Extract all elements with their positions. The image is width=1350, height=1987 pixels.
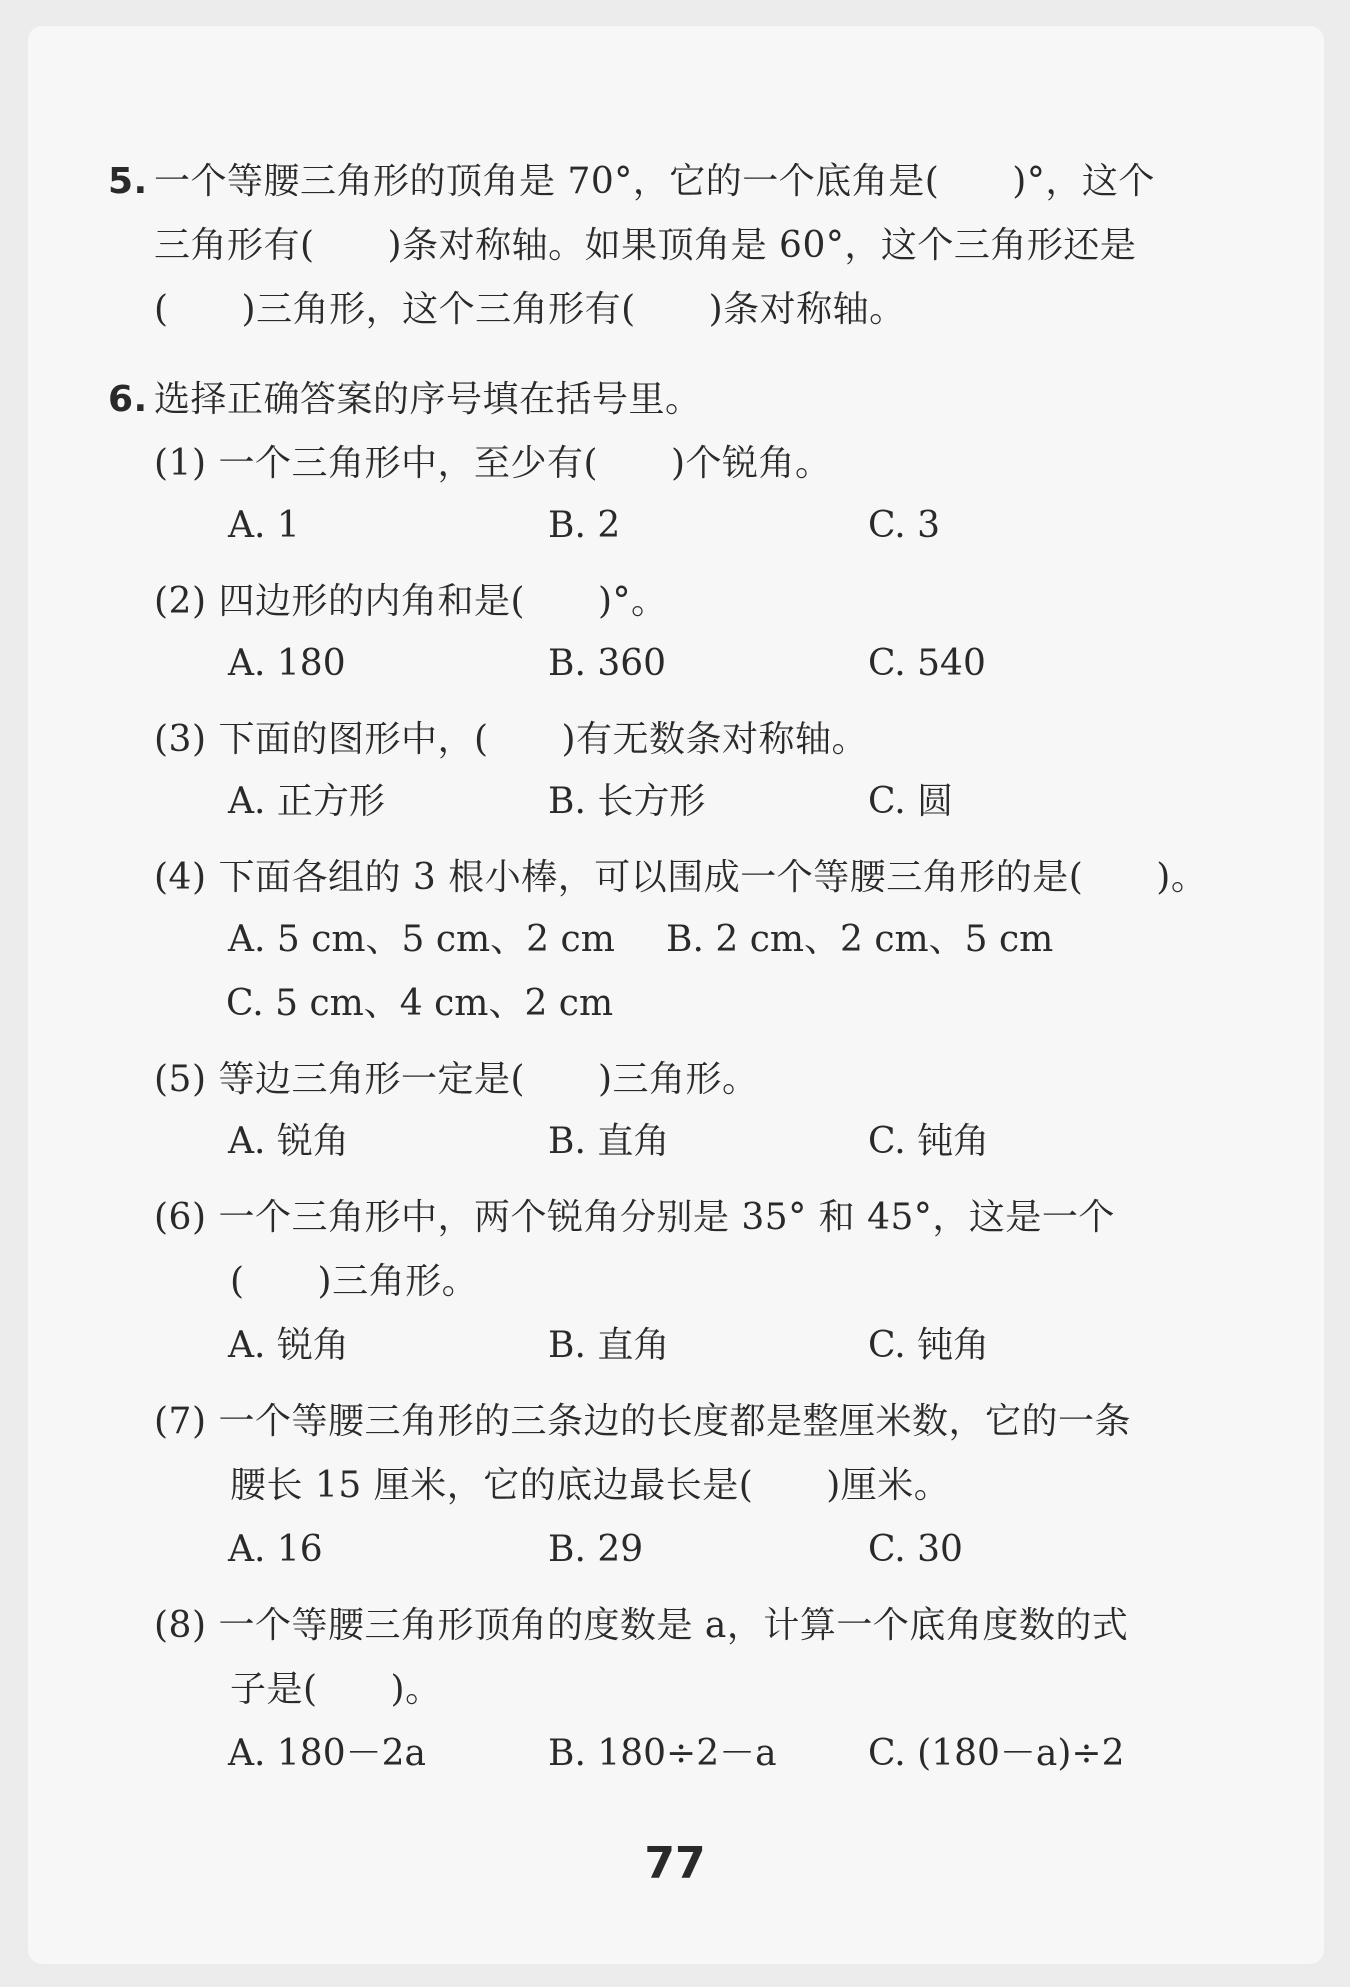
sub-question-stem-continued: 子是( )。 (230, 1669, 442, 1710)
sub-question-stem: (2) 四边形的内角和是( )°。 (154, 581, 668, 622)
option-a: A. 锐角 (228, 1121, 349, 1162)
option-c: C. 3 (868, 505, 941, 546)
option-a: A. 锐角 (228, 1325, 349, 1366)
page-number: 77 (644, 1838, 706, 1889)
option-b: B. 直角 (548, 1325, 670, 1366)
option-b: B. 长方形 (548, 781, 706, 822)
option-b: B. 29 (548, 1529, 644, 1570)
sub-question-stem: (8) 一个等腰三角形顶角的度数是 a，计算一个底角度数的式 (154, 1605, 1129, 1646)
sub-question-stem-continued: ( )三角形。 (230, 1261, 479, 1302)
sub-question-stem: (3) 下面的图形中，( )有无数条对称轴。 (154, 719, 869, 760)
option-c: C. (180－a)÷2 (868, 1733, 1125, 1774)
question-text-line: 一个等腰三角形的顶角是 70°，它的一个底角是( )°，这个 (154, 161, 1155, 202)
question-text-line: 三角形有( )条对称轴。如果顶角是 60°，这个三角形还是 (154, 225, 1137, 266)
option-a: A. 1 (228, 505, 300, 546)
option-c: C. 钝角 (868, 1121, 990, 1162)
option-a: A. 正方形 (228, 781, 385, 822)
option-a: A. 16 (228, 1529, 323, 1570)
option-b: B. 直角 (548, 1121, 670, 1162)
question-number: 6. (108, 379, 148, 420)
option-b: B. 180÷2－a (548, 1733, 777, 1774)
option-a: A. 180 (228, 643, 346, 684)
sub-question-stem: (6) 一个三角形中，两个锐角分别是 35° 和 45°，这是一个 (154, 1197, 1115, 1238)
option-c: C. 钝角 (868, 1325, 990, 1366)
option-b: B. 2 (548, 505, 621, 546)
sub-question-stem-continued: 腰长 15 厘米，它的底边最长是( )厘米。 (230, 1465, 951, 1506)
option-c: C. 540 (868, 643, 986, 684)
question-number: 5. (108, 161, 148, 202)
option-c: C. 30 (868, 1529, 963, 1570)
question-text-line: ( )三角形，这个三角形有( )条对称轴。 (154, 289, 906, 330)
option-b: B. 2 cm、2 cm、5 cm (666, 919, 1054, 960)
option-a: A. 180－2a (228, 1733, 426, 1774)
sub-question-stem: (7) 一个等腰三角形的三条边的长度都是整厘米数，它的一条 (154, 1401, 1131, 1442)
option-c: C. 圆 (868, 781, 954, 822)
option-a: A. 5 cm、5 cm、2 cm (228, 919, 615, 960)
question-title: 选择正确答案的序号填在括号里。 (154, 379, 702, 420)
sub-question-stem: (1) 一个三角形中，至少有( )个锐角。 (154, 443, 832, 484)
sub-question-stem: (4) 下面各组的 3 根小棒，可以围成一个等腰三角形的是( )。 (154, 857, 1208, 898)
sub-question-stem: (5) 等边三角形一定是( )三角形。 (154, 1059, 759, 1100)
option-c: C. 5 cm、4 cm、2 cm (226, 983, 614, 1024)
option-b: B. 360 (548, 643, 667, 684)
